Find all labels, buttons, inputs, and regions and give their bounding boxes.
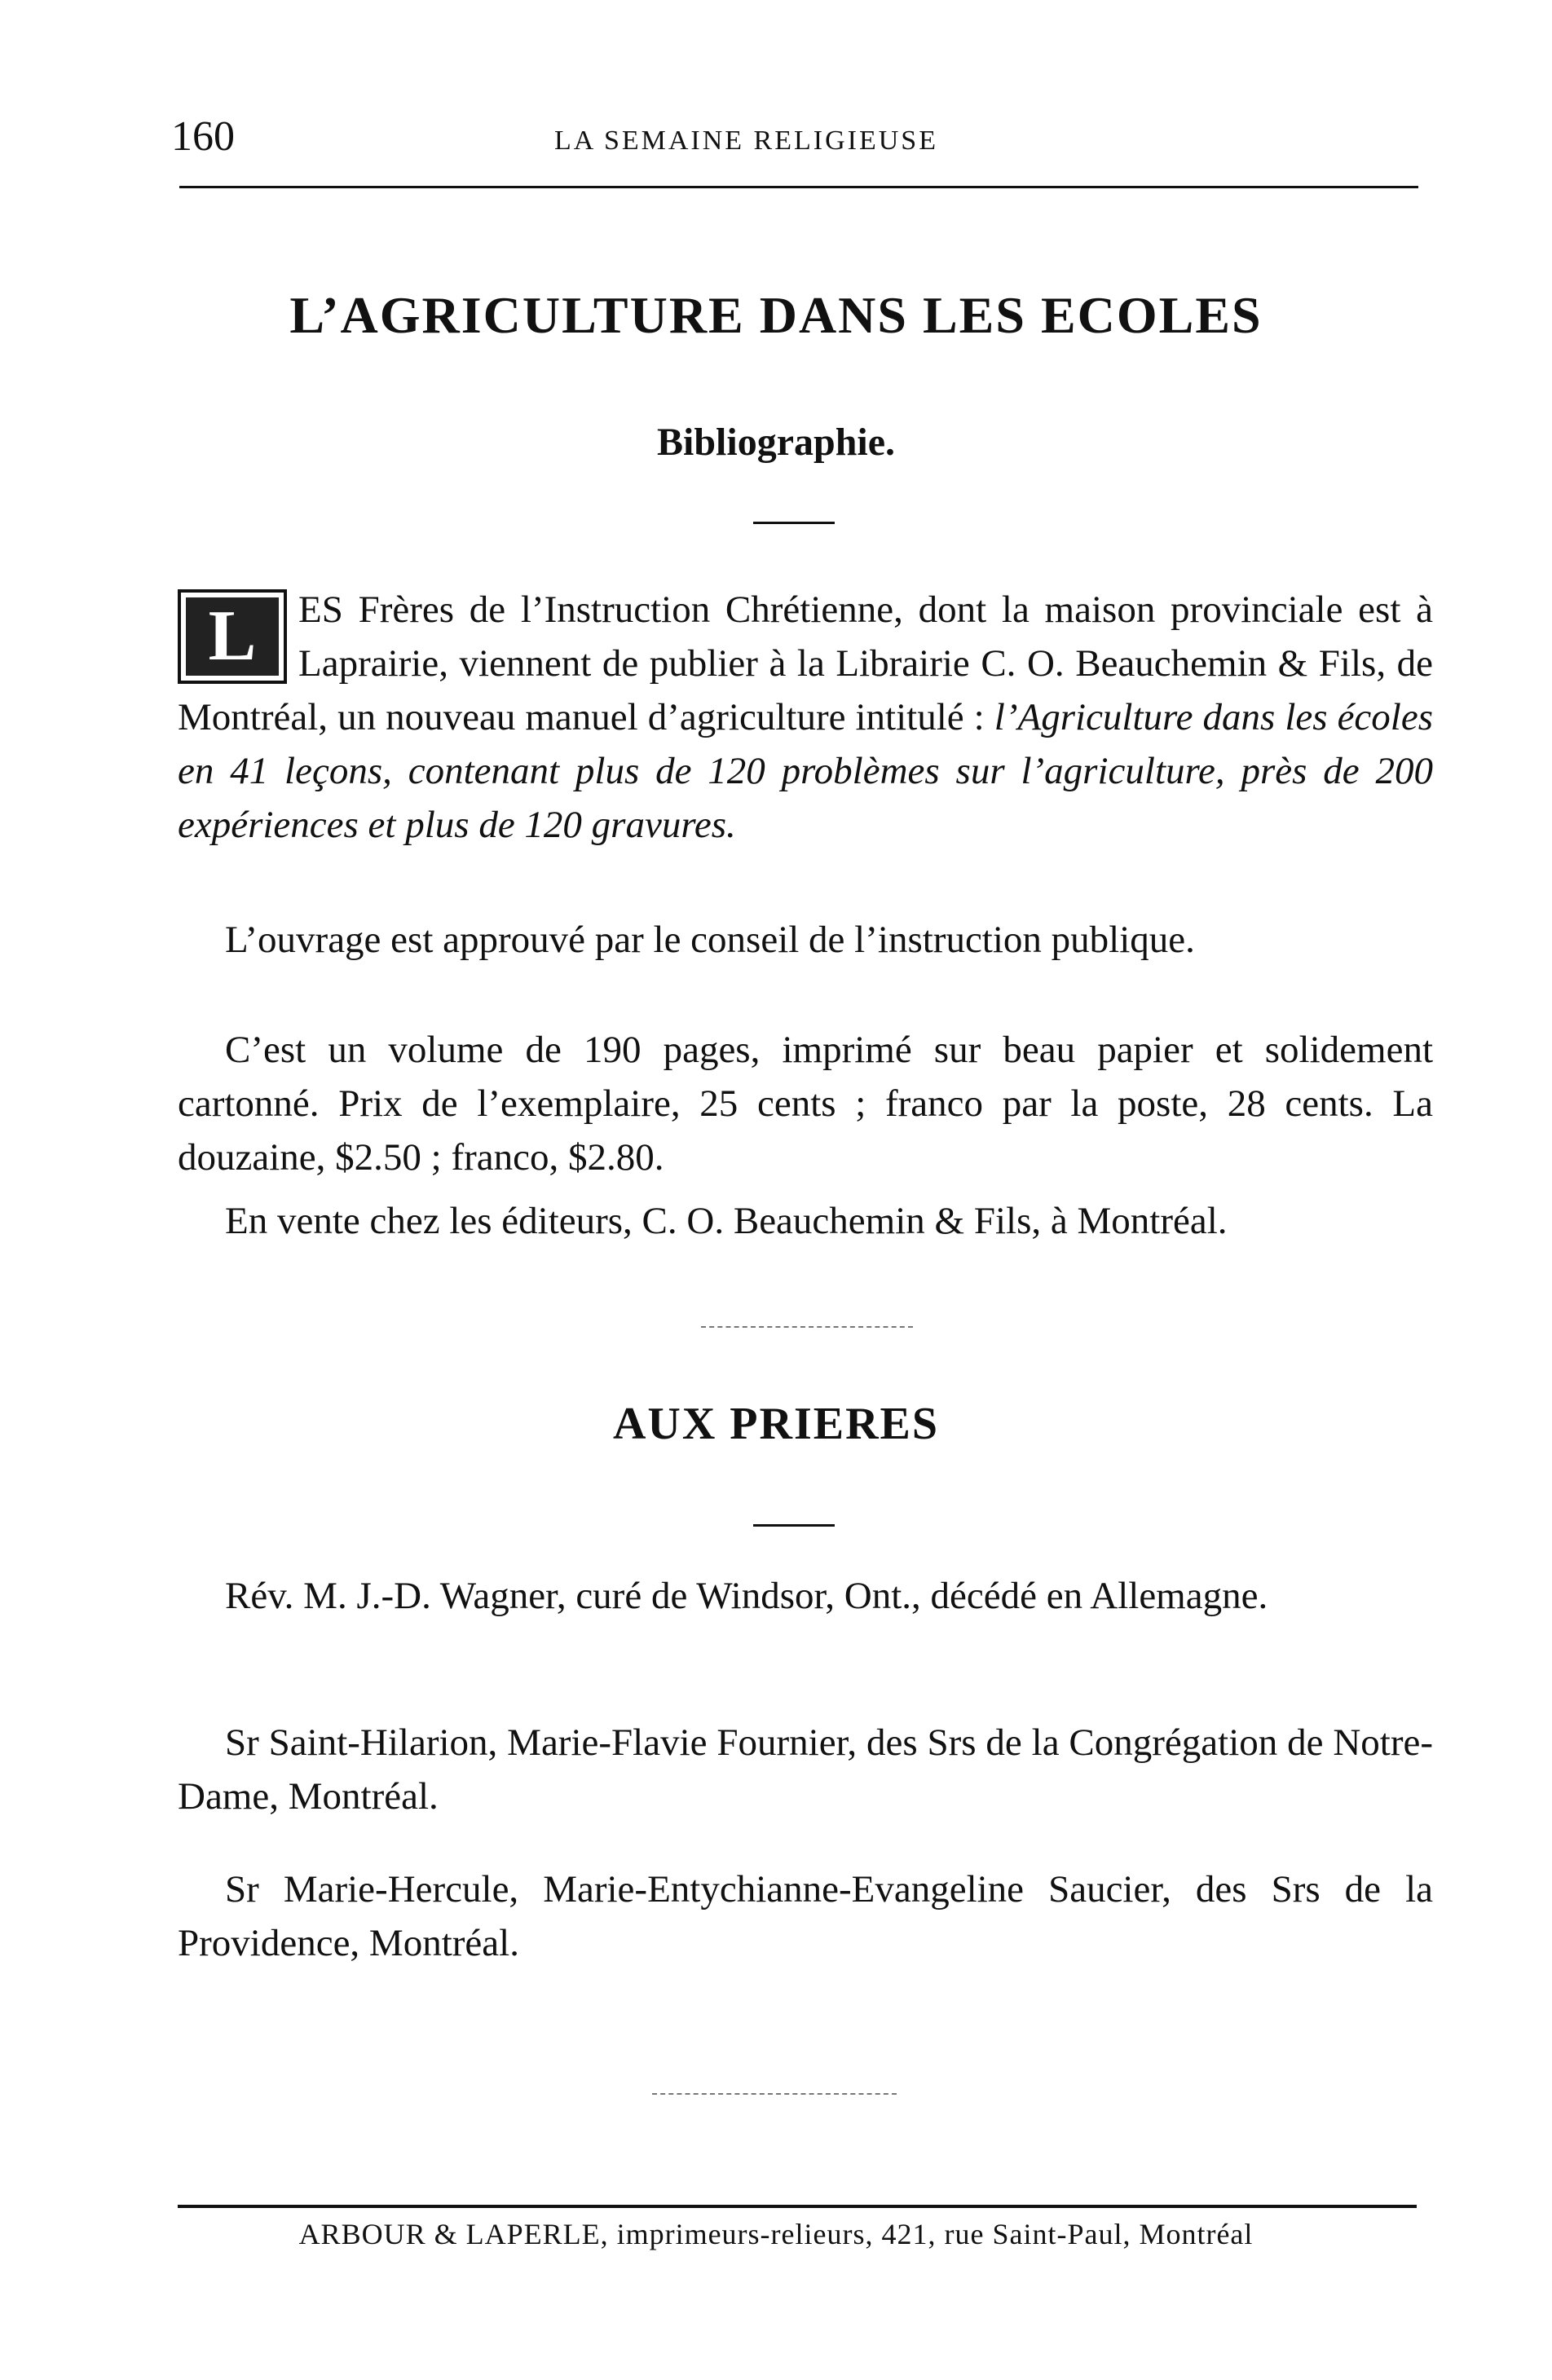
section-separator <box>701 1326 913 1328</box>
printer-imprint: ARBOUR & LAPERLE, imprimeurs-relieurs, 421, rue Saint-Paul, Montréal <box>298 2218 1254 2250</box>
footer-rule <box>178 2205 1417 2208</box>
paragraph-price: C’est un volume de 190 pages, imprimé sur beau papier et solidement cartonné. Prix de l’exemplaire, 25 cents ; franco par la poste, 28 cents. La douzaine, $2.50 ; franco, $2.80. <box>178 1029 1433 1179</box>
prayer-entry: Sr Saint-Hilarion, Marie-Flavie Fournier, des Srs de la Congrégation de Notre-Dame, Montréal. <box>178 1721 1433 1818</box>
prayer-entry: Rév. M. J.-D. Wagner, curé de Windsor, Ont., décédé en Allemagne. <box>225 1575 1268 1617</box>
paragraph-approval: L’ouvrage est approuvé par le conseil de l’instruction publique. <box>225 919 1195 961</box>
journal-title: LA SEMAINE RELIGIEUSE <box>554 126 938 156</box>
article-title: L’AGRICULTURE DANS LES ECOLES <box>289 286 1263 344</box>
dropcap-box <box>186 597 279 676</box>
article-subtitle: Bibliographie. <box>656 421 896 464</box>
dropcap-ornament <box>178 589 287 684</box>
title-divider <box>753 522 835 524</box>
dropcap-letter: L <box>208 597 257 676</box>
page-number: 160 <box>171 113 235 160</box>
paragraph-intro <box>178 583 1433 852</box>
section-divider <box>753 1524 835 1527</box>
prayer-entry: Sr Marie-Hercule, Marie-Entychianne-Evangeline Saucier, des Srs de la Providence, Montréal. <box>178 1868 1433 1964</box>
intro-text: ES Frères de l’Instruction Chrétienne, dont la maison provinciale est à Laprairie, viennent de publier à la Librairie C. O. Beauchemin & Fils, de Montréal, un nouveau manuel d’agriculture intitulé : <box>178 588 1433 738</box>
paragraph-sales: En vente chez les éditeurs, C. O. Beauchemin & Fils, à Montréal. <box>225 1200 1228 1242</box>
header-rule <box>179 186 1418 188</box>
book-title-italic: l’Agriculture dans les écoles en 41 leçons, contenant plus de 120 problèmes sur l’agriculture, près de 200 expériences et plus de 120 gravures. <box>178 696 1433 846</box>
section-title: AUX PRIERES <box>612 1399 940 1449</box>
running-head <box>171 106 1418 171</box>
end-separator <box>652 2093 897 2095</box>
